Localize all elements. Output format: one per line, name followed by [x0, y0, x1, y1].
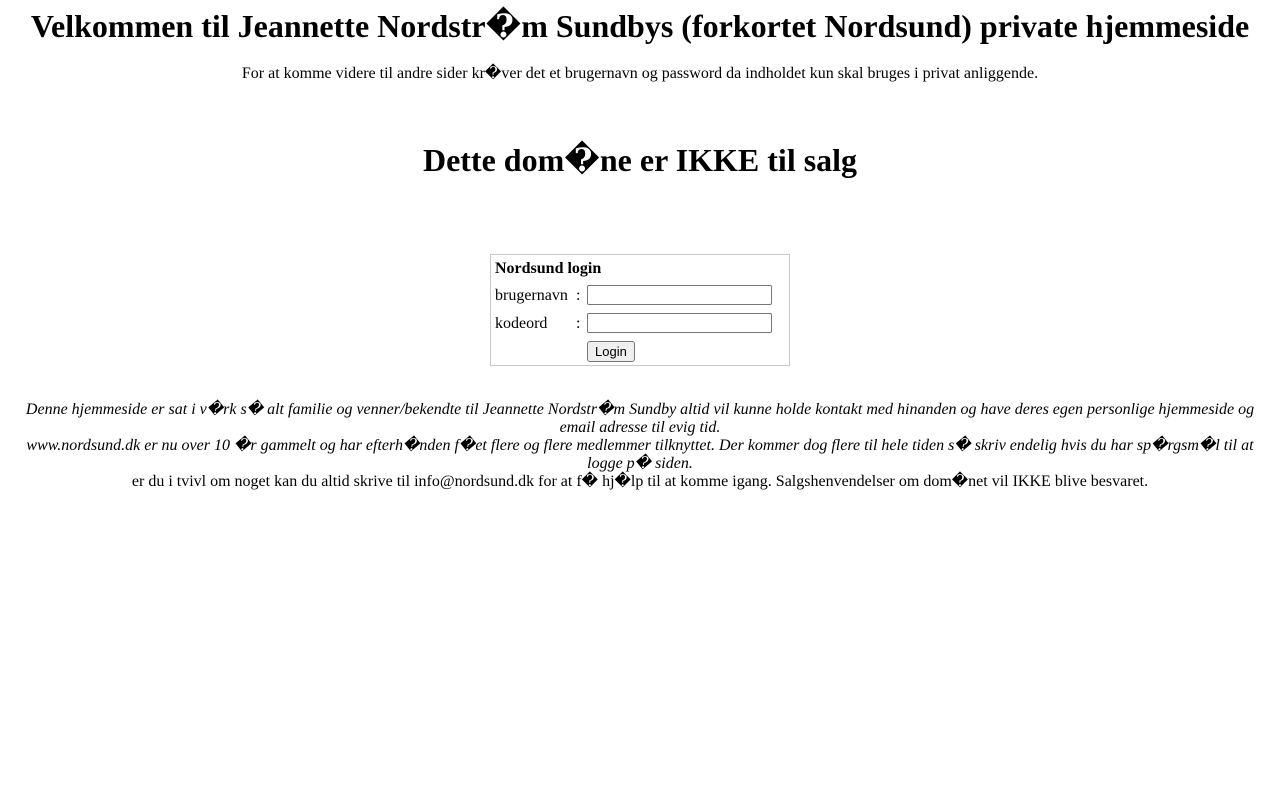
- footer-purpose-text: Denne hjemmeside er sat i v�rk s� alt familie og venner/bekendte til Jeannette Nordstr�m Sundby altid vil kunne holde kontakt med hinanden og have deres egen personlige hjemmeside og email adresse til evig tid.: [25, 401, 1255, 436]
- footer-contact-text: er du i tvivl om noget kan du altid skrive til info@nordsund.dk for at f� hj�lp til at komme igang. Salgshenvendelser om dom�net vil IKKE blive besvaret.: [131, 473, 1149, 490]
- username-input[interactable]: [587, 285, 772, 305]
- page-title: Velkommen til Jeannette Nordstr�m Sundbys (forkortet Nordsund) private hjemmeside: [30, 8, 1250, 44]
- footer-history-text: www.nordsund.dk er nu over 10 �r gammelt og har efterh�nden f�et flere og flere medlemmer tilknyttet. Der kommer dog flere til hele tiden s� skriv endelig hvis du har sp�rgsm�l til at logge p� siden.: [26, 437, 1254, 472]
- intro-text: For at komme videre til andre sider kr�ver det et brugernavn og password da indholdet kun skal bruges i privat anliggende.: [241, 65, 1039, 82]
- password-separator: :: [576, 315, 581, 332]
- username-label: brugernavn: [495, 287, 568, 304]
- login-title: Nordsund login: [495, 260, 602, 277]
- domain-not-for-sale-heading: Dette dom�ne er IKKE til salg: [422, 142, 858, 178]
- username-separator: :: [576, 287, 581, 304]
- footer-info: [8, 401, 1272, 491]
- password-label: kodeord: [495, 315, 548, 332]
- login-form: [490, 254, 790, 366]
- password-input[interactable]: [587, 313, 772, 333]
- login-button[interactable]: Login: [587, 341, 635, 362]
